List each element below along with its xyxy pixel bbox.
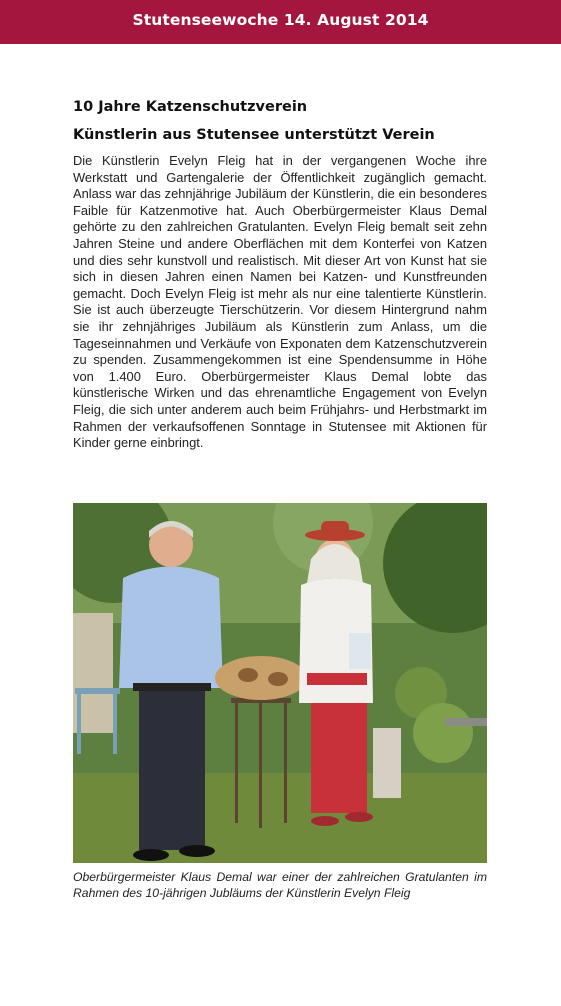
publication-title: Stutenseewoche 14. August 2014 <box>132 11 429 29</box>
cat-painting <box>215 656 307 700</box>
photo-caption: Oberbürgermeister Klaus Demal war einer der zahlreichen Gratulanten im Rahmen des 10-jährigen Jubläums der Künstlerin Evelyn Fleig <box>73 870 487 900</box>
article-kicker: 10 Jahre Katzenschutzverein <box>73 99 308 115</box>
garden-chair <box>75 688 120 694</box>
lawn <box>73 773 487 863</box>
article-body: Die Künstlerin Evelyn Fleig hat in der vergangenen Woche ihre Werkstatt und Gartengalerie der Öffentlichkeit zugänglich gemacht. Anlass war das zehnjährige Jubiläum der Künstlerin, die ein besonderes Faible für Katzenmotive hat. Auch Oberbürgermeister Klaus Demal gehörte zu den zahlreichen Gratulanten. Evelyn Fleig bemalt seit zehn Jahren Steine und andere Oberflächen mit dem Konterfei von Katzen und dies sehr kunstvoll und realistisch. Mit dieser Art von Kunst hat sie sich in diesen Jahren einen Namen bei Katzen- und Kunstfreunden gemacht. Doch Evelyn Fleig ist mehr als nur eine talentierte Künstlerin. Sie ist auch überzeugte Tierschützerin. Vor diesem Hintergrund nahm sie ihr zehnjähriges Jubiläum als Künstlerin zum Anlass, um die Tageseinnahmen und Verkäufe von Exponaten dem Katzenschutzverein zu spenden. Zusammengekommen ist eine Spendensumme in Höhe von 1.400 Euro. Oberbürgermeister Klaus Demal lobte das künstlerische Wirken und das ehrenamtliche Engagement von Evelyn Fleig, die sich unter anderem auch beim Frühjahrs- und Herbstmarkt im Rahmen der verkaufsoffenen Sonntage in Stutensee mit Aktionen für Kinder gerne einbringt. <box>73 153 487 451</box>
photo-illustration <box>73 503 487 863</box>
cat-painting-detail <box>268 672 288 686</box>
article <box>73 98 487 452</box>
article-headline: Künstlerin aus Stutensee unterstützt Verein <box>73 127 435 143</box>
article-photo <box>73 503 487 863</box>
stone-pedestal <box>373 728 401 798</box>
cat-painting-detail <box>238 668 258 682</box>
garden-table-right <box>445 718 487 726</box>
chair-leg <box>77 694 81 754</box>
masthead <box>0 0 561 44</box>
chair-leg <box>113 694 117 754</box>
plant-right <box>413 703 473 763</box>
